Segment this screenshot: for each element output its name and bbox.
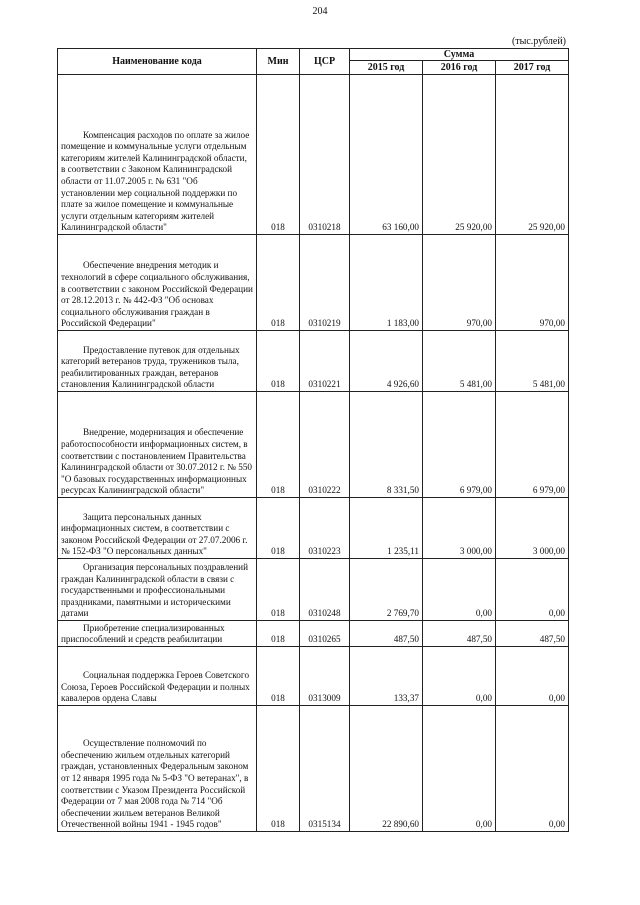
table-row [58,331,569,392]
table-row [58,392,569,498]
row-value-2016: 0,00 [423,559,496,621]
row-name: Защита персональных данных информационных систем, в соответствии с законом Российской Федерации от 27.07.2006 г. № 152-ФЗ "О персональных данных" [61,511,248,557]
row-value-2017: 0,00 [496,559,569,621]
row-name: Предоставление путевок для отдельных категорий ветеранов труда, тружеников тыла, реабилитированных граждан, ветеранов становления Калининградской области [61,344,240,390]
row-value-2017: 487,50 [496,621,569,647]
header-sum: Сумма [350,49,569,61]
row-value-2015: 2 769,70 [350,559,423,621]
row-value-2016: 970,00 [423,235,496,331]
row-name-cell [58,647,257,706]
table-header [58,49,569,75]
row-value-2017: 3 000,00 [496,498,569,559]
row-csr: 0310248 [300,559,350,621]
row-name: Компенсация расходов по оплате за жилое помещение и коммунальные услуги отдельным категориям жителей Калининградской области, в соответствии с Законом Калининградской области от 11.07.2005 г. № 631 "Об установлении мер социальной поддержки по плате за жилое помещение и коммунальные услуги отдельным категориям жителей Калининградской области" [61,129,250,233]
row-csr: 0310265 [300,621,350,647]
row-csr: 0310223 [300,498,350,559]
page-number: 204 [312,6,328,17]
table-row [58,75,569,235]
row-name-cell [58,392,257,498]
row-min: 018 [257,75,300,235]
row-min: 018 [257,647,300,706]
row-value-2016: 6 979,00 [423,392,496,498]
row-value-2015: 22 890,60 [350,706,423,832]
row-value-2017: 5 481,00 [496,331,569,392]
row-name-cell [58,75,257,235]
row-name: Приобретение специализированных приспособлений и средств реабилитации [61,622,225,645]
budget-table [57,48,569,832]
row-csr: 0313009 [300,647,350,706]
table-row [58,621,569,647]
row-value-2015: 8 331,50 [350,392,423,498]
row-min: 018 [257,235,300,331]
header-name: Наименование кода [58,49,257,75]
row-name-cell [58,331,257,392]
row-name: Внедрение, модернизация и обеспечение работоспособности информационных систем, в соответствии с постановлением Правительства Калининградской области от 30.07.2012 г. № 550 "О базовых государственных информационных ресурсах Калининградской области" [61,427,253,496]
header-csr: ЦСР [300,49,350,75]
row-value-2016: 3 000,00 [423,498,496,559]
row-value-2015: 487,50 [350,621,423,647]
table-row [58,706,569,832]
row-name-cell [58,559,257,621]
row-csr: 0310219 [300,235,350,331]
row-value-2015: 1 235,11 [350,498,423,559]
table-row [58,235,569,331]
row-value-2015: 4 926,60 [350,331,423,392]
row-value-2015: 1 183,00 [350,235,423,331]
row-value-2016: 487,50 [423,621,496,647]
row-name-cell [58,498,257,559]
row-name: Организация персональных поздравлений граждан Калининградской области в связи с государственными и профессиональными праздниками, памятными и историческими датами [61,562,249,619]
row-value-2016: 5 481,00 [423,331,496,392]
row-name-cell [58,621,257,647]
row-name: Осуществление полномочий по обеспечению жильем отдельных категорий граждан, установленных Федеральным законом от 12 января 1995 года № 5-ФЗ "О ветеранах", в соответствии с Указом Президента Российской Федерации от 7 мая 2008 года № 714 "Об обеспечении жильем ветеранов Великой Отечественной войны 1941 - 1945 годов" [61,738,249,830]
row-csr: 0310222 [300,392,350,498]
row-min: 018 [257,706,300,832]
row-value-2015: 133,37 [350,647,423,706]
row-min: 018 [257,392,300,498]
row-min: 018 [257,498,300,559]
row-value-2017: 0,00 [496,706,569,832]
row-name-cell [58,706,257,832]
row-value-2017: 6 979,00 [496,392,569,498]
row-value-2017: 0,00 [496,647,569,706]
header-year-2017: 2017 год [496,61,569,75]
row-name-cell [58,235,257,331]
table-row [58,498,569,559]
row-min: 018 [257,331,300,392]
row-min: 018 [257,559,300,621]
header-year-2015: 2015 год [350,61,423,75]
row-value-2017: 970,00 [496,235,569,331]
header-year-2016: 2016 год [423,61,496,75]
row-value-2016: 0,00 [423,706,496,832]
row-value-2016: 25 920,00 [423,75,496,235]
row-name: Обеспечение внедрения методик и технологий в сфере социального обслуживания, в соответствии с законом Российской Федерации от 28.12.2013 г. № 442-ФЗ "Об основах социального обслуживания граждан в Российской Федерации" [61,260,253,329]
row-value-2017: 25 920,00 [496,75,569,235]
table-row [58,647,569,706]
row-value-2015: 63 160,00 [350,75,423,235]
row-csr: 0310221 [300,331,350,392]
row-value-2016: 0,00 [423,647,496,706]
row-min: 018 [257,621,300,647]
table-row [58,559,569,621]
row-name: Социальная поддержка Героев Советского Союза, Героев Российской Федерации и полных кавалеров ордена Славы [61,670,250,704]
row-csr: 0310218 [300,75,350,235]
header-min: Мин [257,49,300,75]
units-label: (тыс.рублей) [511,36,566,47]
row-csr: 0315134 [300,706,350,832]
